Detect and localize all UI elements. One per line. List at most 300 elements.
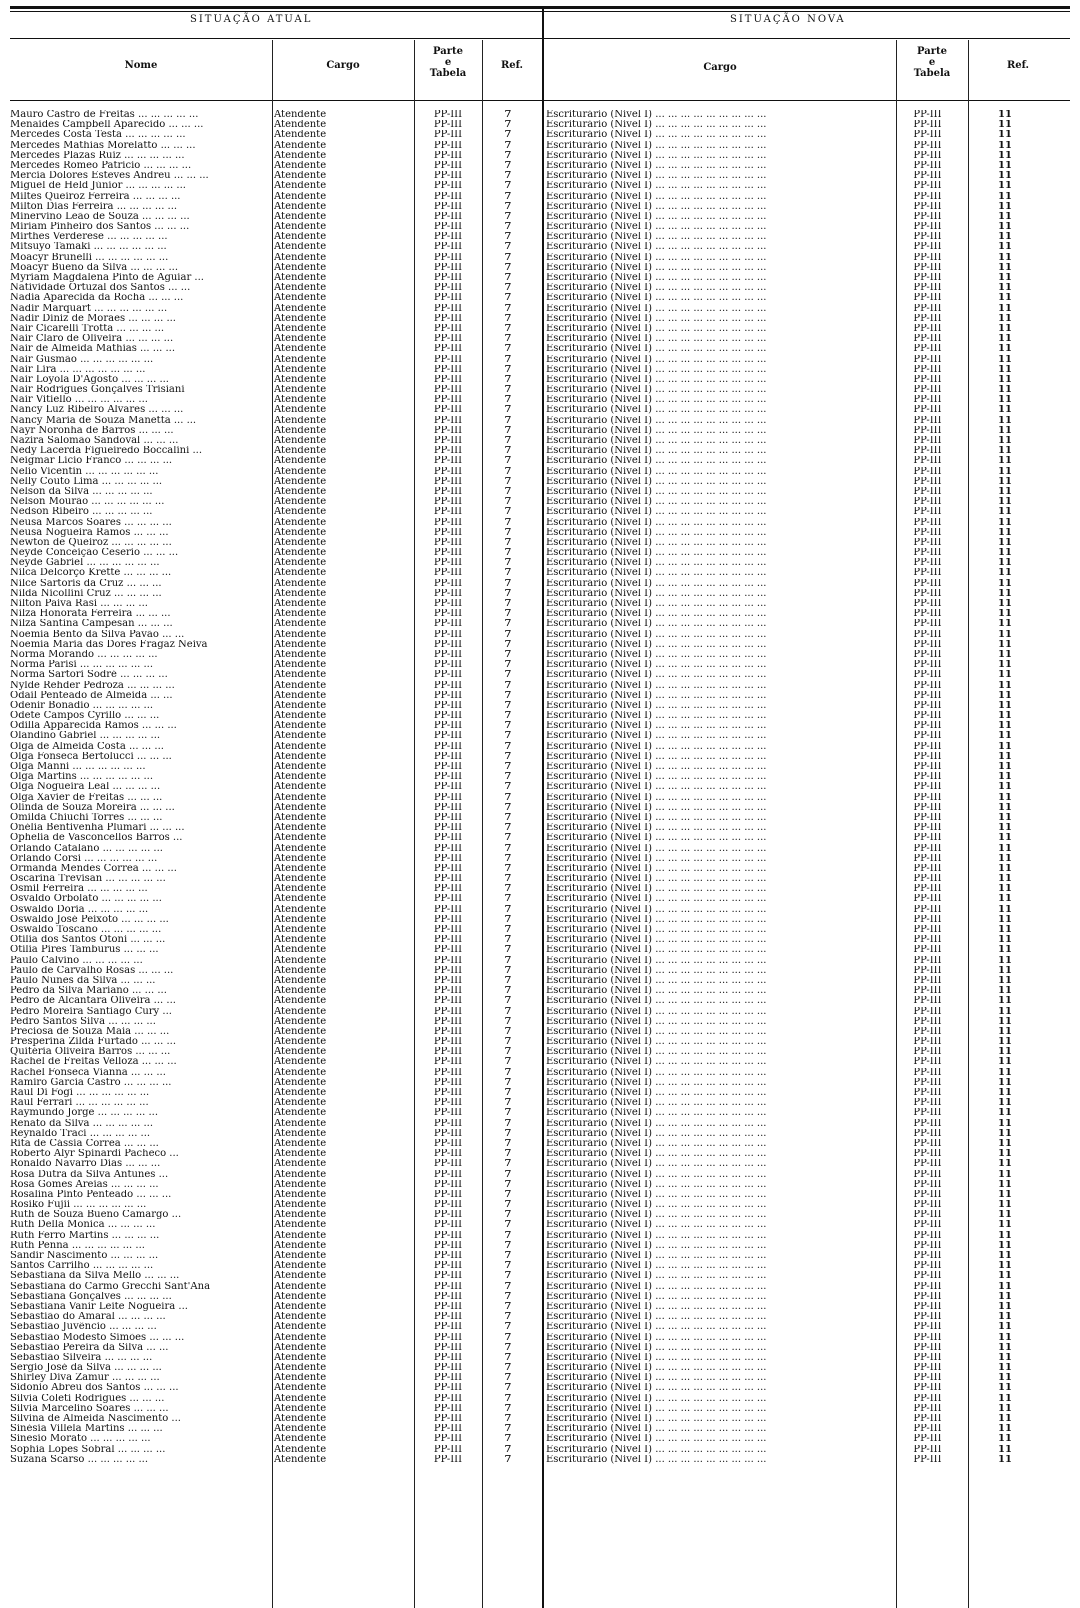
current-cargo: Atendente	[274, 965, 327, 976]
current-parte-tabela: PP-III	[433, 252, 463, 263]
employee-name: Oscarina Trevisan ... ... ... ... ...	[10, 874, 166, 885]
current-ref: 7	[504, 1016, 512, 1027]
new-cargo: Escriturário (Nivel I) ... ... ... ... ... ... ... ... ...	[546, 955, 767, 966]
current-cargo: Atendente	[274, 150, 327, 161]
employee-name: Sebastião Pereira da Silva ... ...	[10, 1342, 169, 1353]
current-ref: 7	[504, 1200, 512, 1211]
new-ref: 11	[998, 110, 1012, 120]
current-parte-tabela: PP-III	[433, 1352, 463, 1363]
new-cargo: Escriturário (Nivel I) ... ... ... ... ... ... ... ... ...	[546, 619, 767, 630]
employee-name: Silvina de Almeida Nascimento ...	[10, 1414, 181, 1424]
employee-name: Mercedes Mathias Morelatto ... ... ...	[10, 140, 196, 151]
current-parte-tabela: PP-III	[433, 629, 463, 640]
new-ref: 11	[998, 1322, 1012, 1333]
new-ref: 11	[998, 700, 1012, 711]
new-parte-tabela: PP-III	[913, 1342, 942, 1353]
new-parte-tabela: PP-III	[913, 762, 942, 772]
current-cargo: Atendente	[274, 395, 327, 406]
table-row	[10, 507, 1070, 517]
new-cargo: Escriturário (Nivel I) ... ... ... ... ... ... ... ... ...	[546, 1169, 767, 1180]
new-parte-tabela: PP-III	[913, 1363, 942, 1374]
current-cargo: Atendente	[274, 945, 327, 956]
employee-name: Nelson Mourão ... ... ... ... ... ...	[10, 497, 165, 508]
header-new-ref: Ref.	[1006, 60, 1030, 71]
table-row	[10, 1139, 1070, 1149]
current-cargo: Atendente	[274, 334, 327, 345]
new-parte-tabela: PP-III	[913, 313, 942, 324]
current-cargo: Atendente	[274, 1312, 327, 1323]
header-ref: Ref.	[500, 60, 524, 71]
new-ref: 11	[998, 619, 1012, 630]
current-ref: 7	[504, 1424, 512, 1435]
employee-name: Neusa Nogueira Ramos ... ... ...	[10, 527, 169, 538]
new-parte-tabela: PP-III	[913, 374, 942, 385]
new-cargo: Escriturário (Nivel I) ... ... ... ... ... ... ... ... ...	[546, 548, 767, 559]
new-parte-tabela: PP-III	[913, 700, 942, 711]
new-ref: 11	[998, 497, 1012, 508]
new-parte-tabela: PP-III	[913, 558, 942, 569]
current-parte-tabela: PP-III	[433, 1200, 463, 1211]
current-parte-tabela: PP-III	[433, 150, 463, 161]
current-ref: 7	[504, 1251, 512, 1261]
current-ref: 7	[504, 1291, 512, 1302]
new-cargo: Escriturário (Nivel I) ... ... ... ... ... ... ... ... ...	[546, 1138, 767, 1149]
new-cargo: Escriturário (Nivel I) ... ... ... ... ... ... ... ... ...	[546, 1261, 767, 1272]
new-ref: 11	[998, 1057, 1012, 1068]
current-ref: 7	[504, 456, 512, 467]
current-parte-tabela: PP-III	[433, 1098, 463, 1109]
current-ref: 7	[504, 731, 512, 742]
employee-name: Mirthes Verderese ... ... ... ... ...	[10, 232, 168, 243]
employee-name: Shirley Diva Zamur ... ... ... ...	[10, 1373, 160, 1384]
current-parte-tabela: PP-III	[433, 374, 463, 385]
employee-name: Ormanda Mendes Correa ... ... ...	[10, 863, 177, 874]
current-cargo: Atendente	[274, 1383, 327, 1394]
current-cargo: Atendente	[274, 609, 327, 620]
new-cargo: Escriturário (Nivel I) ... ... ... ... ... ... ... ... ...	[546, 680, 767, 691]
current-parte-tabela: PP-III	[433, 517, 463, 528]
employee-name: Presperina Zilda Furtado ... ... ...	[10, 1037, 177, 1048]
current-ref: 7	[504, 558, 512, 569]
employee-name: Olga Nogueira Leal ... ... ... ...	[10, 782, 161, 793]
new-parte-tabela: PP-III	[913, 517, 942, 528]
table-row	[10, 385, 1070, 395]
new-cargo: Escriturário (Nivel I) ... ... ... ... ... ... ... ... ...	[546, 354, 767, 365]
current-cargo: Atendente	[274, 833, 327, 844]
employee-name: Nair de Almeida Mathias ... ... ...	[10, 344, 176, 355]
employee-name: Pedro de Alcantara Oliveira ... ...	[10, 996, 176, 1007]
new-ref: 11	[998, 1363, 1012, 1374]
current-parte-tabela: PP-III	[433, 1220, 463, 1231]
employee-name: Rita de Cássia Correa ... ... ...	[10, 1138, 159, 1149]
table-row	[10, 996, 1070, 1006]
new-ref: 11	[998, 415, 1012, 426]
current-parte-tabela: PP-III	[433, 843, 463, 854]
current-parte-tabela: PP-III	[433, 792, 463, 803]
table-row	[10, 283, 1070, 293]
new-ref: 11	[998, 446, 1012, 457]
new-parte-tabela: PP-III	[913, 711, 942, 722]
table-row	[10, 762, 1070, 772]
new-cargo: Escriturário (Nivel I) ... ... ... ... ... ... ... ... ...	[546, 782, 767, 793]
current-ref: 7	[504, 772, 512, 783]
header-new-parte-tabela: Parte e Tabela	[913, 46, 951, 79]
current-cargo: Atendente	[274, 975, 327, 986]
new-cargo: Escriturário (Nivel I) ... ... ... ... ... ... ... ... ...	[546, 996, 767, 1007]
employee-name: Odenir Bonadio ... ... ... ... ...	[10, 700, 154, 711]
current-ref: 7	[504, 446, 512, 457]
employee-name: Nadir Diniz de Moraes ... ... ... ...	[10, 313, 176, 324]
new-cargo: Escriturário (Nivel I) ... ... ... ... ... ... ... ... ...	[546, 262, 767, 273]
employee-name: Silvia Coleti Rodrigues ... ... ...	[10, 1393, 165, 1404]
table-row	[10, 334, 1070, 344]
employee-name: Olga Fonseca Bertolucci ... ... ...	[10, 751, 172, 762]
current-parte-tabela: PP-III	[433, 1454, 463, 1465]
current-parte-tabela: PP-III	[433, 1179, 463, 1190]
current-ref: 7	[504, 283, 512, 294]
current-parte-tabela: PP-III	[433, 558, 463, 569]
table-row	[10, 823, 1070, 833]
new-parte-tabela: PP-III	[913, 1444, 942, 1455]
employee-name: Onélia Bentivenha Plumari ... ... ...	[10, 823, 185, 834]
employee-name: Preciosa de Souza Maia ... ... ...	[10, 1026, 170, 1037]
new-parte-tabela: PP-III	[913, 1026, 942, 1037]
employee-name: Nair Claro de Oliveira ... ... ... ...	[10, 334, 174, 345]
new-parte-tabela: PP-III	[913, 884, 942, 895]
current-ref: 7	[504, 273, 512, 283]
new-ref: 11	[998, 171, 1012, 182]
new-cargo: Escriturário (Nivel I) ... ... ... ... ... ... ... ... ...	[546, 497, 767, 508]
table-row	[10, 1445, 1070, 1455]
current-ref: 7	[504, 986, 512, 997]
new-parte-tabela: PP-III	[913, 201, 942, 212]
current-parte-tabela: PP-III	[433, 405, 463, 416]
current-ref: 7	[504, 639, 512, 650]
current-cargo: Atendente	[274, 812, 327, 823]
employee-name: Nedy Lacerda Figueiredo Boccalini ...	[10, 446, 203, 457]
current-cargo: Atendente	[274, 425, 327, 436]
new-parte-tabela: PP-III	[913, 894, 942, 905]
current-ref: 7	[504, 150, 512, 161]
current-cargo: Atendente	[274, 1006, 327, 1017]
employee-name: Neigmar Licio Franco ... ... ... ...	[10, 456, 173, 467]
current-ref: 7	[504, 425, 512, 436]
new-ref: 11	[998, 395, 1012, 406]
new-parte-tabela: PP-III	[913, 812, 942, 823]
new-parte-tabela: PP-III	[913, 1138, 942, 1149]
current-ref: 7	[504, 1057, 512, 1068]
new-ref: 11	[998, 211, 1012, 222]
current-ref: 7	[504, 1414, 512, 1424]
new-cargo: Escriturário (Nivel I) ... ... ... ... ... ... ... ... ...	[546, 1220, 767, 1231]
current-cargo: Atendente	[274, 283, 327, 294]
current-parte-tabela: PP-III	[433, 700, 463, 711]
current-parte-tabela: PP-III	[433, 364, 463, 375]
current-parte-tabela: PP-III	[433, 1403, 463, 1414]
new-parte-tabela: PP-III	[913, 1393, 942, 1404]
table-row	[10, 110, 1070, 120]
new-ref: 11	[998, 578, 1012, 589]
new-cargo: Escriturário (Nivel I) ... ... ... ... ... ... ... ... ...	[546, 1047, 767, 1058]
employee-name: Mitsuyo Tamaki ... ... ... ... ... ...	[10, 242, 167, 253]
new-ref: 11	[998, 283, 1012, 294]
table-row	[10, 701, 1070, 711]
table-row	[10, 619, 1070, 629]
new-cargo: Escriturário (Nivel I) ... ... ... ... ... ... ... ... ...	[546, 1159, 767, 1170]
new-cargo: Escriturário (Nivel I) ... ... ... ... ... ... ... ... ...	[546, 609, 767, 620]
new-cargo: Escriturário (Nivel I) ... ... ... ... ... ... ... ... ...	[546, 874, 767, 885]
new-ref: 11	[998, 1189, 1012, 1200]
current-ref: 7	[504, 1261, 512, 1272]
employee-name: Raul Di Fogi ... ... ... ... ... ...	[10, 1088, 150, 1098]
new-ref: 11	[998, 1403, 1012, 1414]
table-row	[10, 405, 1070, 415]
current-parte-tabela: PP-III	[433, 1424, 463, 1435]
table-row	[10, 1231, 1070, 1241]
current-ref: 7	[504, 1312, 512, 1323]
new-ref: 11	[998, 711, 1012, 722]
employee-name: Osvaldo Orbolato ... ... ... ... ...	[10, 894, 162, 905]
employee-name: Nair Loyola D'Agosto ... ... ... ...	[10, 374, 169, 385]
current-cargo: Atendente	[274, 690, 327, 701]
table-row	[10, 864, 1070, 874]
current-ref: 7	[504, 1189, 512, 1200]
table-row	[10, 161, 1070, 171]
current-parte-tabela: PP-III	[433, 884, 463, 895]
current-ref: 7	[504, 1159, 512, 1170]
new-ref: 11	[998, 364, 1012, 375]
new-parte-tabela: PP-III	[913, 853, 942, 864]
current-ref: 7	[504, 222, 512, 233]
table-row	[10, 854, 1070, 864]
employee-name: Neyde Gabriel ... ... ... ... ... ...	[10, 558, 160, 569]
new-ref: 11	[998, 201, 1012, 212]
new-parte-tabela: PP-III	[913, 904, 942, 915]
employee-name: Osmil Ferreira ... ... ... ... ...	[10, 884, 148, 895]
new-ref: 11	[998, 1159, 1012, 1170]
new-cargo: Escriturário (Nivel I) ... ... ... ... ... ... ... ... ...	[546, 1383, 767, 1394]
employee-name: Nair Cicarelli Trotta ... ... ... ...	[10, 323, 165, 334]
new-parte-tabela: PP-III	[913, 772, 942, 783]
table-row	[10, 1159, 1070, 1169]
new-parte-tabela: PP-III	[913, 466, 942, 477]
current-ref: 7	[504, 578, 512, 589]
employee-name: Rosa Dutra da Silva Antunes ...	[10, 1169, 169, 1180]
current-parte-tabela: PP-III	[433, 486, 463, 497]
current-parte-tabela: PP-III	[433, 334, 463, 345]
current-parte-tabela: PP-III	[433, 731, 463, 742]
header-parte-tabela: Parte e Tabela	[429, 46, 467, 79]
table-row	[10, 293, 1070, 303]
current-parte-tabela: PP-III	[433, 853, 463, 864]
current-cargo: Atendente	[274, 1352, 327, 1363]
current-ref: 7	[504, 486, 512, 497]
employee-name: Newton de Queiroz ... ... ... ... ...	[10, 537, 172, 548]
new-ref: 11	[998, 436, 1012, 446]
table-row	[10, 344, 1070, 354]
new-ref: 11	[998, 1261, 1012, 1272]
employee-name: Sebastião Juvêncio ... ... ... ...	[10, 1322, 157, 1333]
current-parte-tabela: PP-III	[433, 762, 463, 772]
current-ref: 7	[504, 160, 512, 171]
new-cargo: Escriturário (Nivel I) ... ... ... ... ... ... ... ... ...	[546, 670, 767, 681]
table-row	[10, 355, 1070, 365]
current-parte-tabela: PP-III	[433, 904, 463, 915]
new-parte-tabela: PP-III	[913, 1200, 942, 1211]
new-cargo: Escriturário (Nivel I) ... ... ... ... ... ... ... ... ...	[546, 120, 767, 131]
table-row	[10, 456, 1070, 466]
new-cargo: Escriturário (Nivel I) ... ... ... ... ... ... ... ... ...	[546, 904, 767, 915]
table-row	[10, 548, 1070, 558]
new-ref: 11	[998, 1424, 1012, 1435]
new-parte-tabela: PP-III	[913, 548, 942, 559]
new-ref: 11	[998, 1444, 1012, 1455]
new-cargo: Escriturário (Nivel I) ... ... ... ... ... ... ... ... ...	[546, 1454, 767, 1465]
new-parte-tabela: PP-III	[913, 1373, 942, 1384]
current-parte-tabela: PP-III	[433, 1037, 463, 1048]
table-row	[10, 1373, 1070, 1383]
current-ref: 7	[504, 1230, 512, 1241]
employee-name: Nadia Aparecida da Rocha ... ... ...	[10, 293, 184, 304]
current-parte-tabela: PP-III	[433, 273, 463, 283]
current-cargo: Atendente	[274, 364, 327, 375]
employee-name: Mercia Dolores Esteves Andreu ... ... ...	[10, 171, 209, 182]
new-parte-tabela: PP-III	[913, 456, 942, 467]
table-row	[10, 956, 1070, 966]
current-parte-tabela: PP-III	[433, 191, 463, 202]
current-parte-tabela: PP-III	[433, 1067, 463, 1078]
new-parte-tabela: PP-III	[913, 1210, 942, 1221]
new-cargo: Escriturário (Nivel I) ... ... ... ... ... ... ... ... ...	[546, 731, 767, 742]
new-parte-tabela: PP-III	[913, 303, 942, 314]
new-cargo: Escriturário (Nivel I) ... ... ... ... ... ... ... ... ...	[546, 558, 767, 569]
new-cargo: Escriturário (Nivel I) ... ... ... ... ... ... ... ... ...	[546, 293, 767, 304]
current-ref: 7	[504, 914, 512, 925]
new-ref: 11	[998, 904, 1012, 915]
new-cargo: Escriturário (Nivel I) ... ... ... ... ... ... ... ... ...	[546, 242, 767, 253]
current-ref: 7	[504, 1149, 512, 1160]
current-ref: 7	[504, 344, 512, 355]
employee-name: Nancy Maria de Souza Manetta ... ...	[10, 415, 197, 426]
employee-name: Sebastiana Gonçalves ... ... ... ...	[10, 1291, 172, 1302]
new-ref: 11	[998, 1026, 1012, 1037]
new-parte-tabela: PP-III	[913, 537, 942, 548]
current-ref: 7	[504, 874, 512, 885]
current-cargo: Atendente	[274, 436, 327, 446]
current-cargo: Atendente	[274, 670, 327, 681]
table-row	[10, 253, 1070, 263]
employee-name: Sinesio Morato ... ... ... ... ...	[10, 1434, 151, 1445]
new-ref: 11	[998, 762, 1012, 772]
new-ref: 11	[998, 527, 1012, 538]
current-ref: 7	[504, 1271, 512, 1282]
current-cargo: Atendente	[274, 171, 327, 182]
new-ref: 11	[998, 935, 1012, 946]
new-ref: 11	[998, 354, 1012, 365]
current-parte-tabela: PP-III	[433, 548, 463, 559]
current-cargo: Atendente	[274, 1444, 327, 1455]
new-parte-tabela: PP-III	[913, 1149, 942, 1160]
new-cargo: Escriturário (Nivel I) ... ... ... ... ... ... ... ... ...	[546, 507, 767, 518]
new-ref: 11	[998, 894, 1012, 905]
current-parte-tabela: PP-III	[433, 293, 463, 304]
new-ref: 11	[998, 925, 1012, 935]
current-cargo: Atendente	[274, 374, 327, 385]
employee-name: Nilza Santina Campesan ... ... ...	[10, 619, 173, 630]
new-ref: 11	[998, 751, 1012, 762]
new-cargo: Escriturário (Nivel I) ... ... ... ... ... ... ... ... ...	[546, 1128, 767, 1139]
table-row	[10, 416, 1070, 426]
employee-name: Sebastiana do Carmo Grecchi Sant'Ana	[10, 1281, 211, 1292]
new-ref: 11	[998, 1454, 1012, 1465]
current-parte-tabela: PP-III	[433, 772, 463, 783]
current-cargo: Atendente	[274, 558, 327, 569]
table-row	[10, 1394, 1070, 1404]
current-cargo: Atendente	[274, 986, 327, 997]
current-cargo: Atendente	[274, 578, 327, 589]
new-parte-tabela: PP-III	[913, 120, 942, 131]
new-parte-tabela: PP-III	[913, 1006, 942, 1017]
table-row	[10, 497, 1070, 507]
current-cargo: Atendente	[274, 466, 327, 477]
current-ref: 7	[504, 619, 512, 630]
current-parte-tabela: PP-III	[433, 1301, 463, 1312]
new-ref: 11	[998, 986, 1012, 997]
current-cargo: Atendente	[274, 140, 327, 151]
new-ref: 11	[998, 1230, 1012, 1241]
header-cargo: Cargo	[326, 60, 360, 71]
employee-name: Nazira Salomão Sandoval ... ... ...	[10, 436, 179, 446]
current-parte-tabela: PP-III	[433, 110, 463, 120]
current-cargo: Atendente	[274, 680, 327, 691]
current-cargo: Atendente	[274, 1149, 327, 1160]
current-parte-tabela: PP-III	[433, 1281, 463, 1292]
new-cargo: Escriturário (Nivel I) ... ... ... ... ... ... ... ... ...	[546, 629, 767, 640]
current-cargo: Atendente	[274, 517, 327, 528]
current-cargo: Atendente	[274, 354, 327, 365]
current-cargo: Atendente	[274, 497, 327, 508]
current-ref: 7	[504, 497, 512, 508]
new-cargo: Escriturário (Nivel I) ... ... ... ... ... ... ... ... ...	[546, 1189, 767, 1200]
current-ref: 7	[504, 537, 512, 548]
new-ref: 11	[998, 660, 1012, 671]
new-ref: 11	[998, 782, 1012, 793]
header-bottom-rule	[10, 100, 1070, 101]
current-parte-tabela: PP-III	[433, 639, 463, 650]
top-rule-thin	[10, 11, 1070, 12]
employee-name: Nayr Noronha de Barros ... ... ...	[10, 425, 174, 436]
new-parte-tabela: PP-III	[913, 1159, 942, 1170]
table-row	[10, 314, 1070, 324]
new-cargo: Escriturário (Nivel I) ... ... ... ... ... ... ... ... ...	[546, 792, 767, 803]
employee-name: Paulo Calvino ... ... ... ... ...	[10, 955, 143, 966]
current-cargo: Atendente	[274, 762, 327, 772]
new-parte-tabela: PP-III	[913, 507, 942, 518]
current-parte-tabela: PP-III	[433, 670, 463, 681]
table-row	[10, 273, 1070, 283]
current-cargo: Atendente	[274, 130, 327, 141]
new-parte-tabela: PP-III	[913, 1240, 942, 1251]
current-cargo: Atendente	[274, 1118, 327, 1129]
new-parte-tabela: PP-III	[913, 680, 942, 691]
table-row	[10, 935, 1070, 945]
current-parte-tabela: PP-III	[433, 1240, 463, 1251]
current-parte-tabela: PP-III	[433, 1189, 463, 1200]
new-cargo: Escriturário (Nivel I) ... ... ... ... ... ... ... ... ...	[546, 1291, 767, 1302]
new-cargo: Escriturário (Nivel I) ... ... ... ... ... ... ... ... ...	[546, 935, 767, 946]
new-parte-tabela: PP-III	[913, 191, 942, 202]
new-parte-tabela: PP-III	[913, 955, 942, 966]
